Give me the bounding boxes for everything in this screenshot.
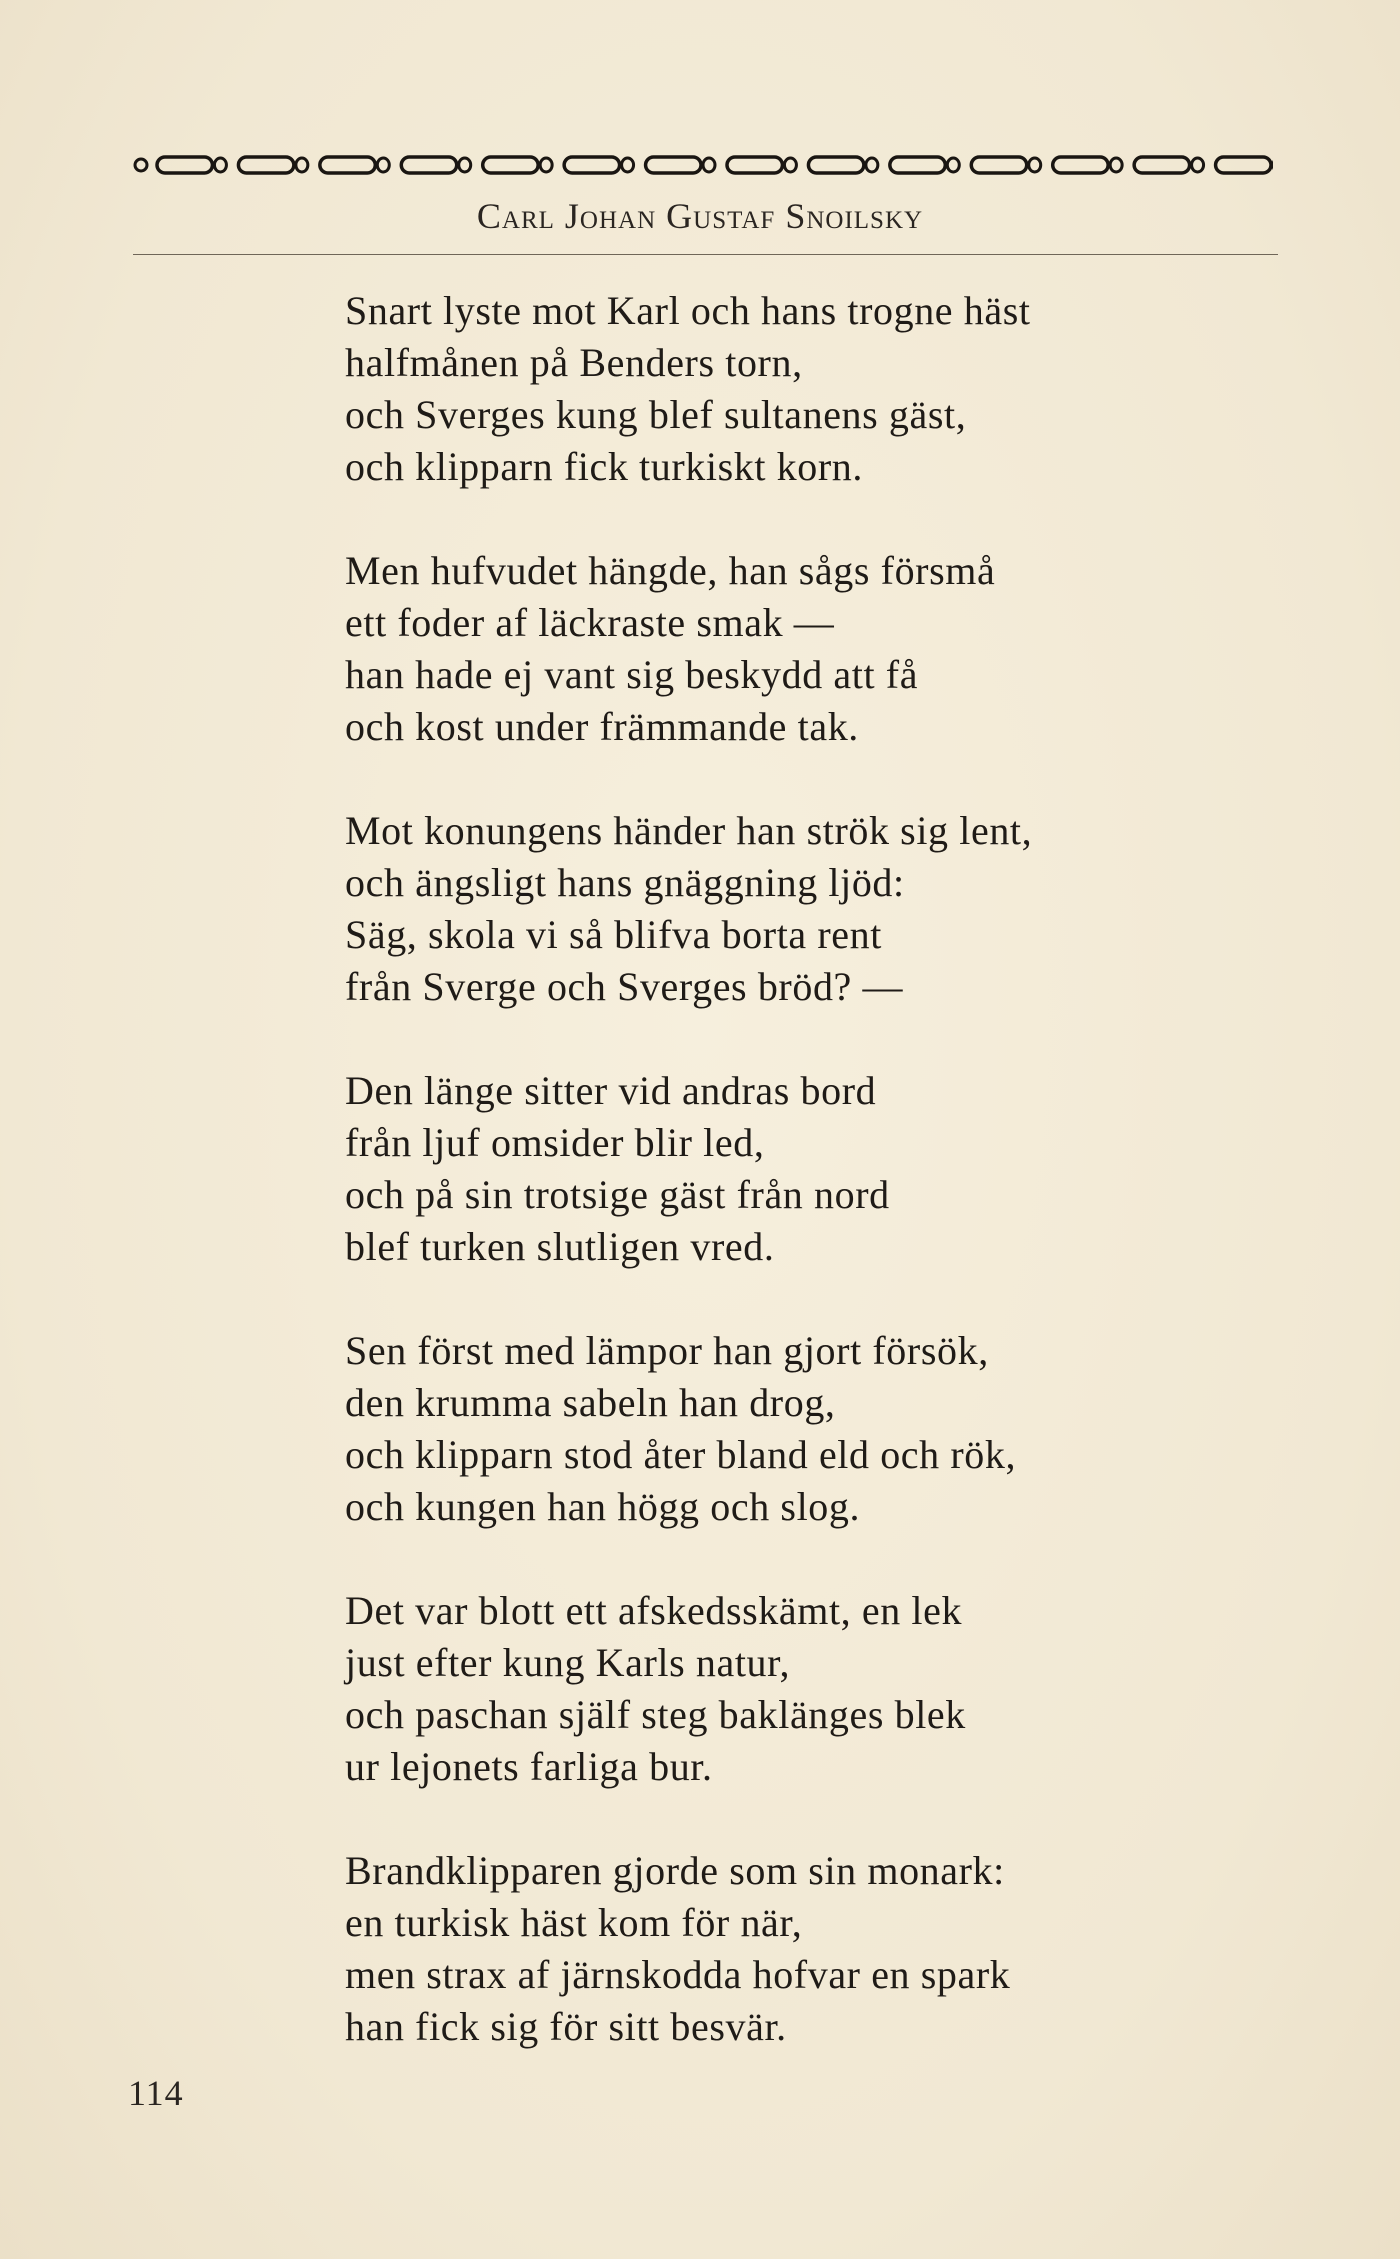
stanza [345,1585,1245,1793]
poem-line: Den länge sitter vid andras bord [345,1068,877,1113]
poem-line: Mot konungens händer han strök sig lent, [345,808,1033,853]
poem-line: han fick sig för sitt besvär. [345,2004,787,2049]
poem-line: han hade ej vant sig beskydd att få [345,652,919,697]
poem-line: och Sverges kung blef sultanens gäst, [345,392,967,437]
poem-line: och paschan själf steg baklänges blek [345,1692,966,1737]
poem-line: från ljuf omsider blir led, [345,1120,765,1165]
poem-line: en turkisk häst kom för när, [345,1900,803,1945]
stanza [345,1845,1245,2053]
page-number: 114 [128,2073,184,2113]
ornamental-chain-border [133,150,1273,180]
poem-line: och ängsligt hans gnäggning ljöd: [345,860,905,905]
poem-line: och på sin trotsige gäst från nord [345,1172,890,1217]
header-rule [133,254,1278,255]
poem-line: från Sverge och Sverges bröd? — [345,964,904,1009]
poem-line: och klipparn fick turkiskt korn. [345,444,863,489]
poem-line: och klipparn stod åter bland eld och rök, [345,1432,1017,1477]
stanza [345,1065,1245,1273]
stanza [345,1325,1245,1533]
stanza [345,805,1245,1013]
poem-line: den krumma sabeln han drog, [345,1380,836,1425]
poem-line: Det var blott ett afskedsskämt, en lek [345,1588,963,1633]
poem-body [345,285,1245,2105]
poem-line: och kost under främmande tak. [345,704,859,749]
stanza [345,285,1245,493]
poem-line: Säg, skola vi så blifva borta rent [345,912,882,957]
poem-line: Brandklipparen gjorde som sin monark: [345,1848,1005,1893]
poem-line: just efter kung Karls natur, [345,1640,791,1685]
poem-line: Men hufvudet hängde, han sågs försmå [345,548,996,593]
poem-line: och kungen han högg och slog. [345,1484,861,1529]
poem-line: ett foder af läckraste smak — [345,600,835,645]
poem-line: halfmånen på Benders torn, [345,340,803,385]
poem-line: Sen först med lämpor han gjort försök, [345,1328,989,1373]
running-title: Carl Johan Gustaf Snoilsky [476,196,924,236]
poem-line: ur lejonets farliga bur. [345,1744,713,1789]
poem-line: blef turken slutligen vred. [345,1224,775,1269]
stanza [345,545,1245,753]
poem-line: Snart lyste mot Karl och hans trogne häst [345,288,1031,333]
poem-line: men strax af järnskodda hofvar en spark [345,1952,1011,1997]
